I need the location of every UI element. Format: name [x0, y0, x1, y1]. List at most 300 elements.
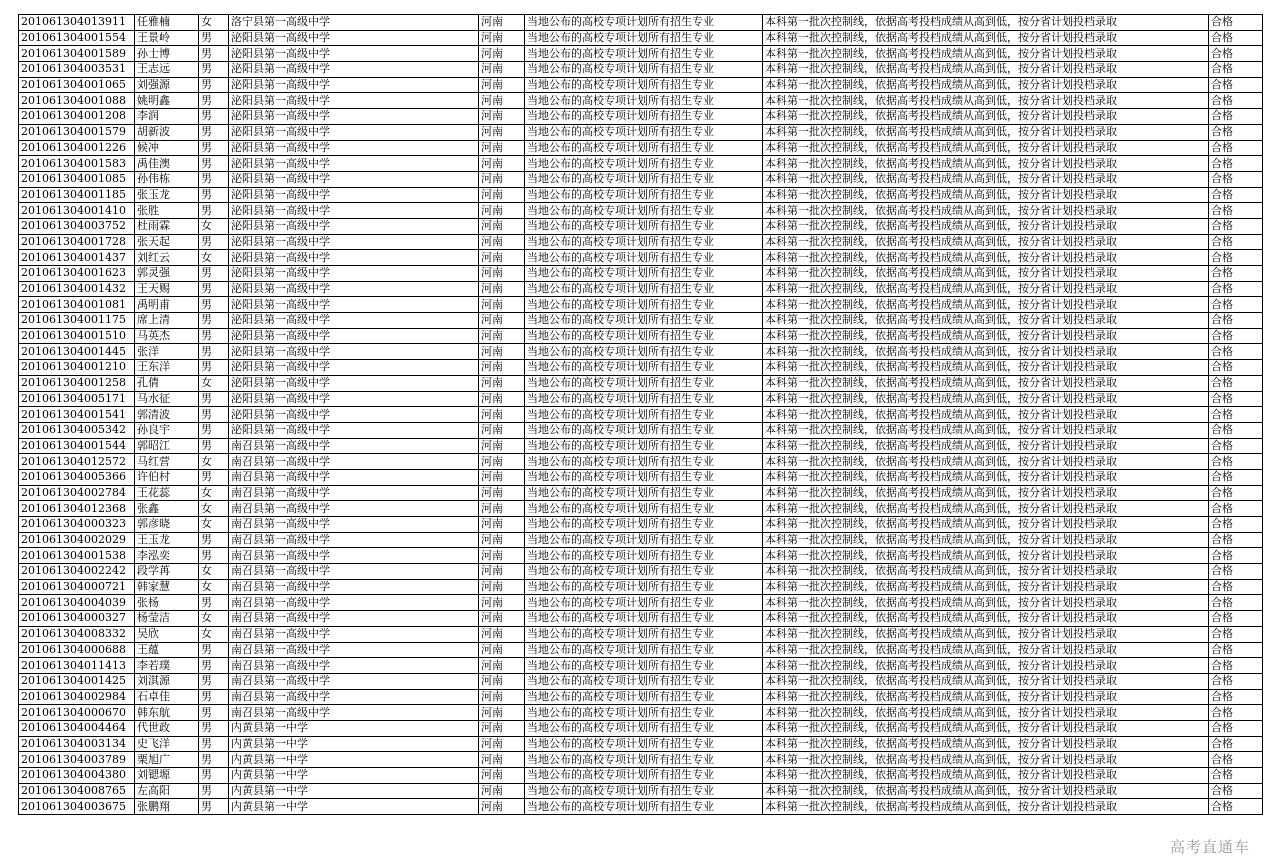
name-cell: 李若璞	[135, 658, 199, 674]
name-cell: 韩东航	[135, 705, 199, 721]
major-cell: 当地公布的高校专项计划所有招生专业	[525, 375, 763, 391]
school-cell: 泌阳县第一高级中学	[229, 171, 479, 187]
exam-id-cell: 201061304001445	[19, 344, 135, 360]
rule-cell: 本科第一批次控制线，依据高考投档成绩从高到低，按分省计划投档录取	[763, 46, 1209, 62]
school-cell: 泌阳县第一高级中学	[229, 203, 479, 219]
province-cell: 河南	[479, 485, 525, 501]
gender-cell: 女	[199, 611, 229, 627]
exam-id-cell: 201061304001589	[19, 46, 135, 62]
rule-cell: 本科第一批次控制线，依据高考投档成绩从高到低，按分省计划投档录取	[763, 124, 1209, 140]
major-cell: 当地公布的高校专项计划所有招生专业	[525, 62, 763, 78]
name-cell: 马水征	[135, 391, 199, 407]
rule-cell: 本科第一批次控制线，依据高考投档成绩从高到低，按分省计划投档录取	[763, 517, 1209, 533]
province-cell: 河南	[479, 611, 525, 627]
name-cell: 李泓奕	[135, 548, 199, 564]
school-cell: 泌阳县第一高级中学	[229, 93, 479, 109]
province-cell: 河南	[479, 218, 525, 234]
gender-cell: 男	[199, 438, 229, 454]
result-cell: 合格	[1209, 517, 1263, 533]
major-cell: 当地公布的高校专项计划所有招生专业	[525, 548, 763, 564]
name-cell: 任雅楠	[135, 15, 199, 31]
province-cell: 河南	[479, 93, 525, 109]
province-cell: 河南	[479, 156, 525, 172]
name-cell: 王花蕊	[135, 485, 199, 501]
province-cell: 河南	[479, 375, 525, 391]
gender-cell: 男	[199, 407, 229, 423]
school-cell: 泌阳县第一高级中学	[229, 313, 479, 329]
rule-cell: 本科第一批次控制线，依据高考投档成绩从高到低，按分省计划投档录取	[763, 140, 1209, 156]
rule-cell: 本科第一批次控制线，依据高考投档成绩从高到低，按分省计划投档录取	[763, 250, 1209, 266]
gender-cell: 男	[199, 328, 229, 344]
rule-cell: 本科第一批次控制线，依据高考投档成绩从高到低，按分省计划投档录取	[763, 281, 1209, 297]
result-cell: 合格	[1209, 548, 1263, 564]
name-cell: 禹佳澳	[135, 156, 199, 172]
gender-cell: 男	[199, 203, 229, 219]
school-cell: 南召县第一高级中学	[229, 501, 479, 517]
exam-id-cell: 201061304001258	[19, 375, 135, 391]
table-row	[19, 517, 1263, 533]
result-cell: 合格	[1209, 328, 1263, 344]
rule-cell: 本科第一批次控制线，依据高考投档成绩从高到低，按分省计划投档录取	[763, 77, 1209, 93]
name-cell: 张天起	[135, 234, 199, 250]
major-cell: 当地公布的高校专项计划所有招生专业	[525, 297, 763, 313]
province-cell: 河南	[479, 422, 525, 438]
exam-id-cell: 201061304004464	[19, 720, 135, 736]
name-cell: 代世政	[135, 720, 199, 736]
rule-cell: 本科第一批次控制线，依据高考投档成绩从高到低，按分省计划投档录取	[763, 454, 1209, 470]
province-cell: 河南	[479, 642, 525, 658]
result-cell: 合格	[1209, 438, 1263, 454]
school-cell: 泌阳县第一高级中学	[229, 234, 479, 250]
gender-cell: 男	[199, 642, 229, 658]
province-cell: 河南	[479, 626, 525, 642]
major-cell: 当地公布的高校专项计划所有招生专业	[525, 532, 763, 548]
major-cell: 当地公布的高校专项计划所有招生专业	[525, 501, 763, 517]
table-row	[19, 266, 1263, 282]
school-cell: 南召县第一高级中学	[229, 564, 479, 580]
school-cell: 泌阳县第一高级中学	[229, 156, 479, 172]
table-row	[19, 548, 1263, 564]
result-cell: 合格	[1209, 62, 1263, 78]
name-cell: 王玉龙	[135, 532, 199, 548]
school-cell: 泌阳县第一高级中学	[229, 407, 479, 423]
exam-id-cell: 201061304005171	[19, 391, 135, 407]
gender-cell: 男	[199, 705, 229, 721]
school-cell: 泌阳县第一高级中学	[229, 266, 479, 282]
exam-id-cell: 201061304008332	[19, 626, 135, 642]
gender-cell: 男	[199, 171, 229, 187]
rule-cell: 本科第一批次控制线，依据高考投档成绩从高到低，按分省计划投档录取	[763, 501, 1209, 517]
exam-id-cell: 201061304001541	[19, 407, 135, 423]
major-cell: 当地公布的高校专项计划所有招生专业	[525, 266, 763, 282]
result-cell: 合格	[1209, 109, 1263, 125]
result-cell: 合格	[1209, 501, 1263, 517]
rule-cell: 本科第一批次控制线，依据高考投档成绩从高到低，按分省计划投档录取	[763, 642, 1209, 658]
table-row	[19, 626, 1263, 642]
name-cell: 史飞洋	[135, 736, 199, 752]
table-row	[19, 344, 1263, 360]
result-cell: 合格	[1209, 469, 1263, 485]
name-cell: 席上清	[135, 313, 199, 329]
major-cell: 当地公布的高校专项计划所有招生专业	[525, 328, 763, 344]
name-cell: 许伯村	[135, 469, 199, 485]
school-cell: 泌阳县第一高级中学	[229, 187, 479, 203]
province-cell: 河南	[479, 266, 525, 282]
province-cell: 河南	[479, 140, 525, 156]
province-cell: 河南	[479, 454, 525, 470]
name-cell: 胡新波	[135, 124, 199, 140]
result-cell: 合格	[1209, 705, 1263, 721]
rule-cell: 本科第一批次控制线，依据高考投档成绩从高到低，按分省计划投档录取	[763, 626, 1209, 642]
gender-cell: 女	[199, 626, 229, 642]
province-cell: 河南	[479, 15, 525, 31]
province-cell: 河南	[479, 313, 525, 329]
gender-cell: 男	[199, 30, 229, 46]
province-cell: 河南	[479, 30, 525, 46]
result-cell: 合格	[1209, 626, 1263, 642]
result-cell: 合格	[1209, 124, 1263, 140]
name-cell: 栗旭广	[135, 752, 199, 768]
major-cell: 当地公布的高校专项计划所有招生专业	[525, 234, 763, 250]
table-row	[19, 673, 1263, 689]
school-cell: 南召县第一高级中学	[229, 595, 479, 611]
gender-cell: 女	[199, 454, 229, 470]
province-cell: 河南	[479, 783, 525, 799]
province-cell: 河南	[479, 203, 525, 219]
exam-id-cell: 201061304000323	[19, 517, 135, 533]
school-cell: 南召县第一高级中学	[229, 611, 479, 627]
exam-id-cell: 201061304011413	[19, 658, 135, 674]
exam-id-cell: 201061304012572	[19, 454, 135, 470]
school-cell: 洛宁县第一高级中学	[229, 15, 479, 31]
major-cell: 当地公布的高校专项计划所有招生专业	[525, 752, 763, 768]
gender-cell: 男	[199, 391, 229, 407]
major-cell: 当地公布的高校专项计划所有招生专业	[525, 93, 763, 109]
result-cell: 合格	[1209, 689, 1263, 705]
exam-id-cell: 201061304001226	[19, 140, 135, 156]
school-cell: 内黄县第一中学	[229, 736, 479, 752]
province-cell: 河南	[479, 438, 525, 454]
table-row	[19, 783, 1263, 799]
school-cell: 泌阳县第一高级中学	[229, 109, 479, 125]
school-cell: 泌阳县第一高级中学	[229, 77, 479, 93]
school-cell: 泌阳县第一高级中学	[229, 344, 479, 360]
result-cell: 合格	[1209, 140, 1263, 156]
result-cell: 合格	[1209, 799, 1263, 815]
rule-cell: 本科第一批次控制线，依据高考投档成绩从高到低，按分省计划投档录取	[763, 109, 1209, 125]
name-cell: 姚明鑫	[135, 93, 199, 109]
table-row	[19, 485, 1263, 501]
exam-id-cell: 201061304001425	[19, 673, 135, 689]
table-row	[19, 579, 1263, 595]
major-cell: 当地公布的高校专项计划所有招生专业	[525, 673, 763, 689]
table-body	[19, 15, 1263, 815]
province-cell: 河南	[479, 46, 525, 62]
table-row	[19, 752, 1263, 768]
exam-id-cell: 201061304001728	[19, 234, 135, 250]
gender-cell: 男	[199, 783, 229, 799]
rule-cell: 本科第一批次控制线，依据高考投档成绩从高到低，按分省计划投档录取	[763, 218, 1209, 234]
major-cell: 当地公布的高校专项计划所有招生专业	[525, 109, 763, 125]
school-cell: 泌阳县第一高级中学	[229, 281, 479, 297]
table-row	[19, 203, 1263, 219]
name-cell: 韩家慧	[135, 579, 199, 595]
name-cell: 郭昭江	[135, 438, 199, 454]
major-cell: 当地公布的高校专项计划所有招生专业	[525, 360, 763, 376]
major-cell: 当地公布的高校专项计划所有招生专业	[525, 140, 763, 156]
gender-cell: 男	[199, 595, 229, 611]
name-cell: 刘红云	[135, 250, 199, 266]
table-row	[19, 705, 1263, 721]
major-cell: 当地公布的高校专项计划所有招生专业	[525, 171, 763, 187]
major-cell: 当地公布的高校专项计划所有招生专业	[525, 156, 763, 172]
major-cell: 当地公布的高校专项计划所有招生专业	[525, 579, 763, 595]
province-cell: 河南	[479, 501, 525, 517]
result-cell: 合格	[1209, 485, 1263, 501]
exam-id-cell: 201061304001208	[19, 109, 135, 125]
exam-id-cell: 201061304002029	[19, 532, 135, 548]
major-cell: 当地公布的高校专项计划所有招生专业	[525, 203, 763, 219]
result-cell: 合格	[1209, 783, 1263, 799]
table-row	[19, 658, 1263, 674]
name-cell: 王天赐	[135, 281, 199, 297]
name-cell: 郭清波	[135, 407, 199, 423]
major-cell: 当地公布的高校专项计划所有招生专业	[525, 595, 763, 611]
name-cell: 石卓佳	[135, 689, 199, 705]
rule-cell: 本科第一批次控制线，依据高考投档成绩从高到低，按分省计划投档录取	[763, 736, 1209, 752]
gender-cell: 女	[199, 579, 229, 595]
exam-id-cell: 201061304013911	[19, 15, 135, 31]
name-cell: 王东洋	[135, 360, 199, 376]
rule-cell: 本科第一批次控制线，依据高考投档成绩从高到低，按分省计划投档录取	[763, 422, 1209, 438]
school-cell: 南召县第一高级中学	[229, 517, 479, 533]
table-row	[19, 375, 1263, 391]
rule-cell: 本科第一批次控制线，依据高考投档成绩从高到低，按分省计划投档录取	[763, 187, 1209, 203]
result-cell: 合格	[1209, 313, 1263, 329]
table-row	[19, 469, 1263, 485]
school-cell: 内黄县第一中学	[229, 783, 479, 799]
gender-cell: 男	[199, 422, 229, 438]
rule-cell: 本科第一批次控制线，依据高考投档成绩从高到低，按分省计划投档录取	[763, 438, 1209, 454]
result-cell: 合格	[1209, 375, 1263, 391]
exam-id-cell: 201061304001175	[19, 313, 135, 329]
result-cell: 合格	[1209, 156, 1263, 172]
gender-cell: 男	[199, 689, 229, 705]
exam-id-cell: 201061304003789	[19, 752, 135, 768]
school-cell: 南召县第一高级中学	[229, 469, 479, 485]
exam-id-cell: 201061304001538	[19, 548, 135, 564]
table-row	[19, 391, 1263, 407]
rule-cell: 本科第一批次控制线，依据高考投档成绩从高到低，按分省计划投档录取	[763, 469, 1209, 485]
province-cell: 河南	[479, 328, 525, 344]
gender-cell: 女	[199, 250, 229, 266]
table-row	[19, 109, 1263, 125]
school-cell: 南召县第一高级中学	[229, 705, 479, 721]
gender-cell: 男	[199, 344, 229, 360]
result-cell: 合格	[1209, 673, 1263, 689]
rule-cell: 本科第一批次控制线，依据高考投档成绩从高到低，按分省计划投档录取	[763, 344, 1209, 360]
name-cell: 段学苒	[135, 564, 199, 580]
rule-cell: 本科第一批次控制线，依据高考投档成绩从高到低，按分省计划投档录取	[763, 752, 1209, 768]
exam-id-cell: 201061304005342	[19, 422, 135, 438]
exam-id-cell: 201061304001554	[19, 30, 135, 46]
exam-id-cell: 201061304001065	[19, 77, 135, 93]
exam-id-cell: 201061304000670	[19, 705, 135, 721]
table-row	[19, 77, 1263, 93]
rule-cell: 本科第一批次控制线，依据高考投档成绩从高到低，按分省计划投档录取	[763, 93, 1209, 109]
province-cell: 河南	[479, 62, 525, 78]
exam-id-cell: 201061304000688	[19, 642, 135, 658]
result-cell: 合格	[1209, 736, 1263, 752]
result-cell: 合格	[1209, 281, 1263, 297]
major-cell: 当地公布的高校专项计划所有招生专业	[525, 642, 763, 658]
table-row	[19, 736, 1263, 752]
major-cell: 当地公布的高校专项计划所有招生专业	[525, 407, 763, 423]
table-row	[19, 595, 1263, 611]
exam-id-cell: 201061304001081	[19, 297, 135, 313]
gender-cell: 男	[199, 281, 229, 297]
table-row	[19, 532, 1263, 548]
major-cell: 当地公布的高校专项计划所有招生专业	[525, 454, 763, 470]
school-cell: 泌阳县第一高级中学	[229, 218, 479, 234]
rule-cell: 本科第一批次控制线，依据高考投档成绩从高到低，按分省计划投档录取	[763, 156, 1209, 172]
exam-id-cell: 201061304002984	[19, 689, 135, 705]
table-row	[19, 250, 1263, 266]
result-cell: 合格	[1209, 579, 1263, 595]
name-cell: 候冲	[135, 140, 199, 156]
name-cell: 杨莹洁	[135, 611, 199, 627]
major-cell: 当地公布的高校专项计划所有招生专业	[525, 391, 763, 407]
school-cell: 泌阳县第一高级中学	[229, 391, 479, 407]
major-cell: 当地公布的高校专项计划所有招生专业	[525, 313, 763, 329]
rule-cell: 本科第一批次控制线，依据高考投档成绩从高到低，按分省计划投档录取	[763, 783, 1209, 799]
gender-cell: 男	[199, 46, 229, 62]
gender-cell: 男	[199, 62, 229, 78]
major-cell: 当地公布的高校专项计划所有招生专业	[525, 218, 763, 234]
major-cell: 当地公布的高校专项计划所有招生专业	[525, 281, 763, 297]
major-cell: 当地公布的高校专项计划所有招生专业	[525, 46, 763, 62]
major-cell: 当地公布的高校专项计划所有招生专业	[525, 187, 763, 203]
gender-cell: 女	[199, 15, 229, 31]
table-row	[19, 297, 1263, 313]
exam-id-cell: 201061304003752	[19, 218, 135, 234]
name-cell: 郭灵强	[135, 266, 199, 282]
province-cell: 河南	[479, 705, 525, 721]
school-cell: 南召县第一高级中学	[229, 689, 479, 705]
gender-cell: 男	[199, 768, 229, 784]
name-cell: 李润	[135, 109, 199, 125]
exam-id-cell: 201061304005366	[19, 469, 135, 485]
rule-cell: 本科第一批次控制线，依据高考投档成绩从高到低，按分省计划投档录取	[763, 485, 1209, 501]
exam-id-cell: 201061304001085	[19, 171, 135, 187]
name-cell: 张鑫	[135, 501, 199, 517]
school-cell: 南召县第一高级中学	[229, 658, 479, 674]
name-cell: 马红营	[135, 454, 199, 470]
rule-cell: 本科第一批次控制线，依据高考投档成绩从高到低，按分省计划投档录取	[763, 407, 1209, 423]
gender-cell: 男	[199, 720, 229, 736]
province-cell: 河南	[479, 673, 525, 689]
exam-id-cell: 201061304001583	[19, 156, 135, 172]
rule-cell: 本科第一批次控制线，依据高考投档成绩从高到低，按分省计划投档录取	[763, 297, 1209, 313]
exam-id-cell: 201061304000721	[19, 579, 135, 595]
rule-cell: 本科第一批次控制线，依据高考投档成绩从高到低，按分省计划投档录取	[763, 611, 1209, 627]
rule-cell: 本科第一批次控制线，依据高考投档成绩从高到低，按分省计划投档录取	[763, 15, 1209, 31]
province-cell: 河南	[479, 752, 525, 768]
rule-cell: 本科第一批次控制线，依据高考投档成绩从高到低，按分省计划投档录取	[763, 391, 1209, 407]
province-cell: 河南	[479, 469, 525, 485]
results-sheet	[18, 14, 1262, 815]
rule-cell: 本科第一批次控制线，依据高考投档成绩从高到低，按分省计划投档录取	[763, 532, 1209, 548]
exam-id-cell: 201061304003531	[19, 62, 135, 78]
school-cell: 泌阳县第一高级中学	[229, 360, 479, 376]
gender-cell: 男	[199, 736, 229, 752]
name-cell: 马英杰	[135, 328, 199, 344]
school-cell: 泌阳县第一高级中学	[229, 297, 479, 313]
major-cell: 当地公布的高校专项计划所有招生专业	[525, 30, 763, 46]
result-cell: 合格	[1209, 171, 1263, 187]
result-cell: 合格	[1209, 77, 1263, 93]
gender-cell: 男	[199, 93, 229, 109]
result-cell: 合格	[1209, 234, 1263, 250]
gender-cell: 男	[199, 360, 229, 376]
exam-id-cell: 201061304001432	[19, 281, 135, 297]
result-cell: 合格	[1209, 30, 1263, 46]
exam-id-cell: 201061304002784	[19, 485, 135, 501]
province-cell: 河南	[479, 77, 525, 93]
table-row	[19, 281, 1263, 297]
rule-cell: 本科第一批次控制线，依据高考投档成绩从高到低，按分省计划投档录取	[763, 313, 1209, 329]
gender-cell: 女	[199, 218, 229, 234]
table-row	[19, 689, 1263, 705]
table-row	[19, 46, 1263, 62]
rule-cell: 本科第一批次控制线，依据高考投档成绩从高到低，按分省计划投档录取	[763, 673, 1209, 689]
major-cell: 当地公布的高校专项计划所有招生专业	[525, 626, 763, 642]
table-row	[19, 30, 1263, 46]
school-cell: 泌阳县第一高级中学	[229, 62, 479, 78]
name-cell: 杜雨霖	[135, 218, 199, 234]
table-row	[19, 611, 1263, 627]
gender-cell: 男	[199, 673, 229, 689]
rule-cell: 本科第一批次控制线，依据高考投档成绩从高到低，按分省计划投档录取	[763, 171, 1209, 187]
exam-id-cell: 201061304003675	[19, 799, 135, 815]
name-cell: 王蕴	[135, 642, 199, 658]
gender-cell: 男	[199, 469, 229, 485]
province-cell: 河南	[479, 768, 525, 784]
gender-cell: 女	[199, 501, 229, 517]
gender-cell: 男	[199, 156, 229, 172]
result-cell: 合格	[1209, 720, 1263, 736]
province-cell: 河南	[479, 234, 525, 250]
province-cell: 河南	[479, 532, 525, 548]
table-row	[19, 328, 1263, 344]
school-cell: 泌阳县第一高级中学	[229, 422, 479, 438]
school-cell: 南召县第一高级中学	[229, 532, 479, 548]
name-cell: 张杨	[135, 595, 199, 611]
province-cell: 河南	[479, 548, 525, 564]
name-cell: 刘锶塬	[135, 768, 199, 784]
major-cell: 当地公布的高校专项计划所有招生专业	[525, 422, 763, 438]
result-cell: 合格	[1209, 564, 1263, 580]
major-cell: 当地公布的高校专项计划所有招生专业	[525, 611, 763, 627]
table-row	[19, 407, 1263, 423]
name-cell: 吴欣	[135, 626, 199, 642]
rule-cell: 本科第一批次控制线，依据高考投档成绩从高到低，按分省计划投档录取	[763, 689, 1209, 705]
major-cell: 当地公布的高校专项计划所有招生专业	[525, 250, 763, 266]
province-cell: 河南	[479, 799, 525, 815]
exam-id-cell: 201061304008765	[19, 783, 135, 799]
province-cell: 河南	[479, 564, 525, 580]
result-cell: 合格	[1209, 266, 1263, 282]
